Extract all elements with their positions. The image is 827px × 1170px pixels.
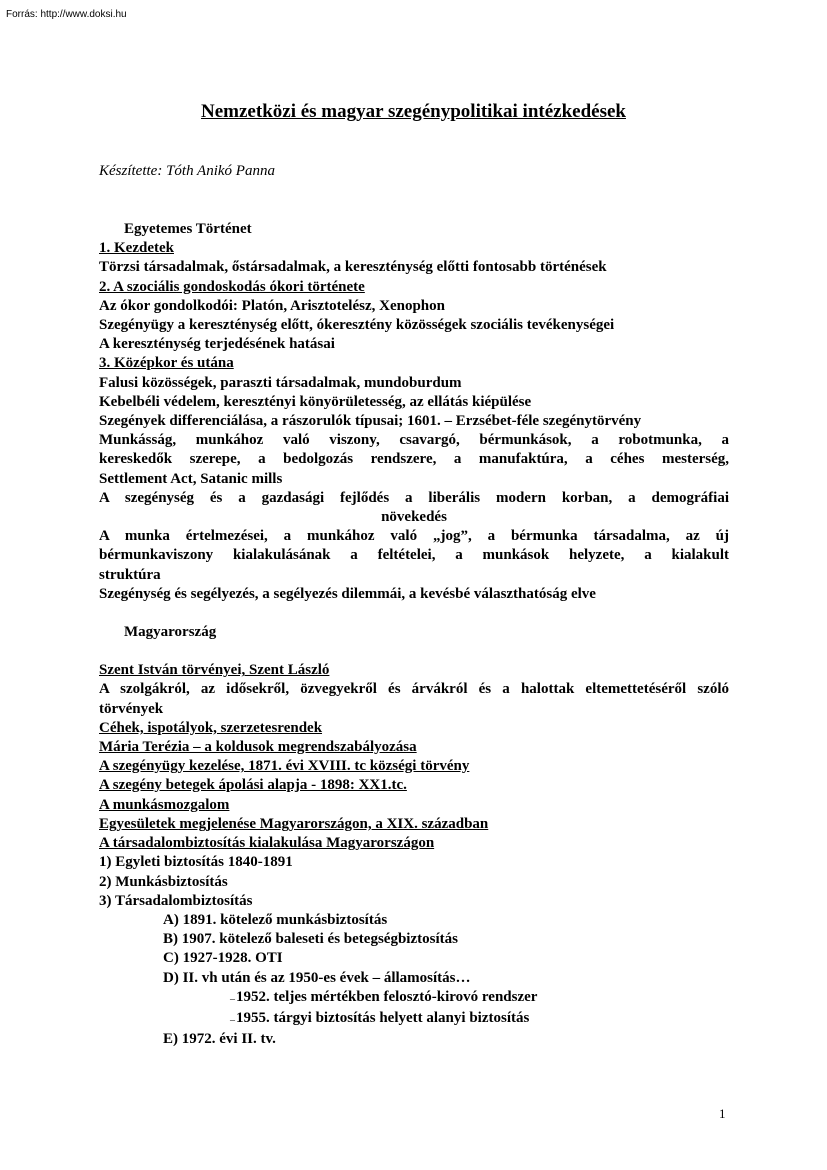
text-line: Falusi közösségek, paraszti társadalmak, mundoburdum [99, 374, 462, 391]
page-number: 1 [719, 1106, 726, 1121]
spacer [99, 642, 729, 661]
topic-heading: Szent István törvényei, Szent László [99, 662, 330, 679]
text-line: A kereszténység terjedésének hatásai [99, 336, 335, 353]
text-line: bérmunkaviszony kialakulásának a feltételei, a munkások helyzete, a kialakult [99, 547, 729, 564]
dash-bullet: – [230, 993, 235, 1005]
source-url: Forrás: http://www.doksi.hu [6, 9, 127, 20]
chapter-heading-1: 1. Kezdetek [99, 240, 174, 257]
spacer [99, 604, 729, 623]
topic-heading: Egyesületek megjelenése Magyarországon, a XIX. században [99, 815, 489, 832]
topic-heading: A társadalombiztosítás kialakulása Magyarországon [99, 835, 435, 852]
topic-heading: Céhek, ispotályok, szerzetesrendek [99, 719, 323, 736]
author-line: Készítette: Tóth Anikó Panna [99, 163, 275, 179]
chapter-heading-2: 2. A szociális gondoskodás ókori története [99, 278, 365, 295]
sub-list-item: D) II. vh után és az 1950-es évek – államosítás… [163, 969, 471, 986]
text-line: Szegénység és segélyezés, a segélyezés dilemmái, a kevésbé választhatóság elve [99, 585, 596, 602]
dash-bullet: – [230, 1014, 235, 1026]
list-item: 1) Egyleti biztosítás 1840-1891 [99, 854, 293, 871]
text-line: Szegények differenciálása, a rászorulók típusai; 1601. – Erzsébet-féle szegénytörvény [99, 413, 642, 430]
list-item: 2) Munkásbiztosítás [99, 873, 228, 890]
text-line: Az ókor gondolkodói: Platón, Arisztotelész, Xenophon [99, 297, 445, 314]
text-line: Settlement Act, Satanic mills [99, 470, 283, 487]
topic-heading: A szegényügy kezelése, 1871. évi XVIII. tc községi törvény [99, 758, 470, 775]
sub-list-item: E) 1972. évi II. tv. [163, 1031, 276, 1048]
text-line: A munka értelmezései, a munkához való „jog”, a bérmunka társadalma, az új [99, 528, 729, 545]
document-title: Nemzetközi és magyar szegénypolitikai intézkedések [201, 101, 626, 122]
list-item: 3) Társadalombiztosítás [99, 892, 253, 909]
topic-heading: Mária Terézia – a koldusok megrendszabályozása [99, 739, 417, 756]
text-line: Munkásság, munkához való viszony, csavargó, bérmunkások, a robotmunka, a [99, 432, 729, 449]
text-line: növekedés [381, 509, 447, 526]
section-heading-hungary: Magyarország [124, 624, 217, 641]
text-line: Törzsi társadalmak, őstársadalmak, a kereszténység előtti fontosabb történések [99, 259, 607, 276]
sub-sub-list-item [99, 988, 729, 1009]
text-line: struktúra [99, 566, 161, 583]
sub-list-item: A) 1891. kötelező munkásbiztosítás [163, 911, 388, 928]
sub-list-item: C) 1927-1928. OTI [163, 950, 283, 967]
text-line: kereskedők szerepe, a bedolgozás rendszere, a manufaktúra, a céhes mesterség, [99, 451, 729, 468]
topic-heading: A szegény betegek ápolási alapja - 1898: XX1.tc. [99, 777, 407, 794]
text-line: A szolgákról, az idősekről, özvegyekről és árvákról és a halottak eltemettetéséről szóló [99, 681, 729, 698]
sub-sub-list-item [99, 1009, 729, 1030]
sub-sub-list-text: 1952. teljes mértékben felosztó-kirovó rendszer [236, 988, 538, 1005]
chapter-heading-3: 3. Középkor és utána [99, 355, 234, 372]
text-line: A szegénység és a gazdasági fejlődés a liberális modern korban, a demográfiai [99, 489, 729, 506]
sub-list-item: B) 1907. kötelező baleseti és betegségbiztosítás [163, 931, 458, 948]
sub-sub-list-text: 1955. tárgyi biztosítás helyett alanyi biztosítás [236, 1009, 530, 1026]
document-body [99, 220, 729, 1049]
text-line: törvények [99, 700, 164, 717]
section-heading-universal: Egyetemes Történet [124, 221, 252, 237]
text-line: Szegényügy a kereszténység előtt, ókeresztény közösségek szociális tevékenységei [99, 317, 615, 334]
topic-heading: A munkásmozgalom [99, 796, 230, 813]
text-line: Kebelbéli védelem, keresztényi könyörületesség, az ellátás kiépülése [99, 393, 532, 410]
